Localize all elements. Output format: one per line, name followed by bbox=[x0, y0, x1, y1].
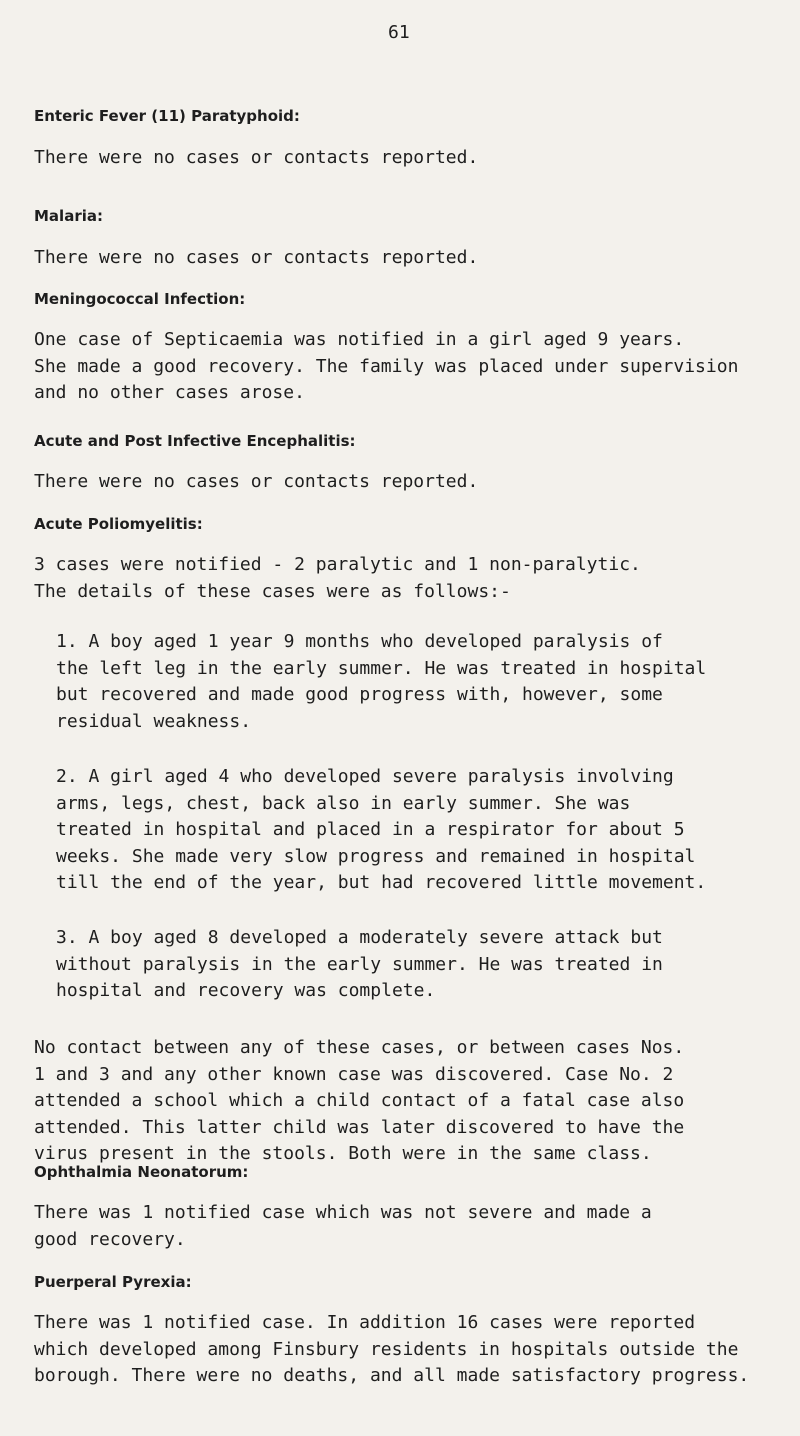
list-item-case-3: 3. A boy aged 8 developed a moderately severe attack but without paralysis in the early summer. He was treated in hospital and recovery was complete. bbox=[56, 927, 663, 1001]
paragraph-malaria: There were no cases or contacts reported. bbox=[34, 247, 479, 268]
paragraph-ophthalmia: There was 1 notified case which was not severe and made a good recovery. bbox=[34, 1202, 652, 1250]
heading-encephalitis: Acute and Post Infective Encephalitis: bbox=[34, 432, 356, 450]
heading-meningococcal: Meningococcal Infection: bbox=[34, 290, 246, 308]
list-item-case-1: 1. A boy aged 1 year 9 months who developed paralysis of the left leg in the early summer. He was treated in hospital but recovered and made good progress with, however, some residual weakness. bbox=[56, 631, 707, 732]
heading-puerperal-pyrexia: Puerperal Pyrexia: bbox=[34, 1273, 192, 1291]
heading-enteric-fever: Enteric Fever (11) Paratyphoid: bbox=[34, 107, 300, 125]
list-item-case-2: 2. A girl aged 4 who developed severe paralysis involving arms, legs, chest, back also in early summer. She was treated in hospital and placed in a respirator for about 5 weeks. She made very slow progress and remained in hospital till the end of the year, but had recovered little movement. bbox=[56, 766, 707, 893]
heading-malaria: Malaria: bbox=[34, 207, 103, 225]
heading-poliomyelitis: Acute Poliomyelitis: bbox=[34, 515, 203, 533]
heading-ophthalmia: Ophthalmia Neonatorum: bbox=[34, 1163, 249, 1181]
paragraph-meningococcal: One case of Septicaemia was notified in a girl aged 9 years. She made a good recovery. The family was placed under supervision and no other cases arose. bbox=[34, 329, 739, 403]
paragraph-puerperal-pyrexia: There was 1 notified case. In addition 16 cases were reported which developed among Finsbury residents in hospitals outside the borough. There were no deaths, and all made satisfactory progress. bbox=[34, 1312, 750, 1386]
page-number: 61 bbox=[388, 22, 410, 43]
paragraph-encephalitis: There were no cases or contacts reported. bbox=[34, 471, 479, 492]
paragraph-polio-contacts: No contact between any of these cases, or between cases Nos. 1 and 3 and any other known case was discovered. Case No. 2 attended a school which a child contact of a fatal case also attended. This latter child was later discovered to have the virus present in the stools. Both were in the same class. bbox=[34, 1037, 685, 1164]
paragraph-enteric-fever: There were no cases or contacts reported. bbox=[34, 147, 479, 168]
paragraph-polio-intro: 3 cases were notified - 2 paralytic and 1 non-paralytic. The details of these cases were as follows:- bbox=[34, 554, 641, 602]
